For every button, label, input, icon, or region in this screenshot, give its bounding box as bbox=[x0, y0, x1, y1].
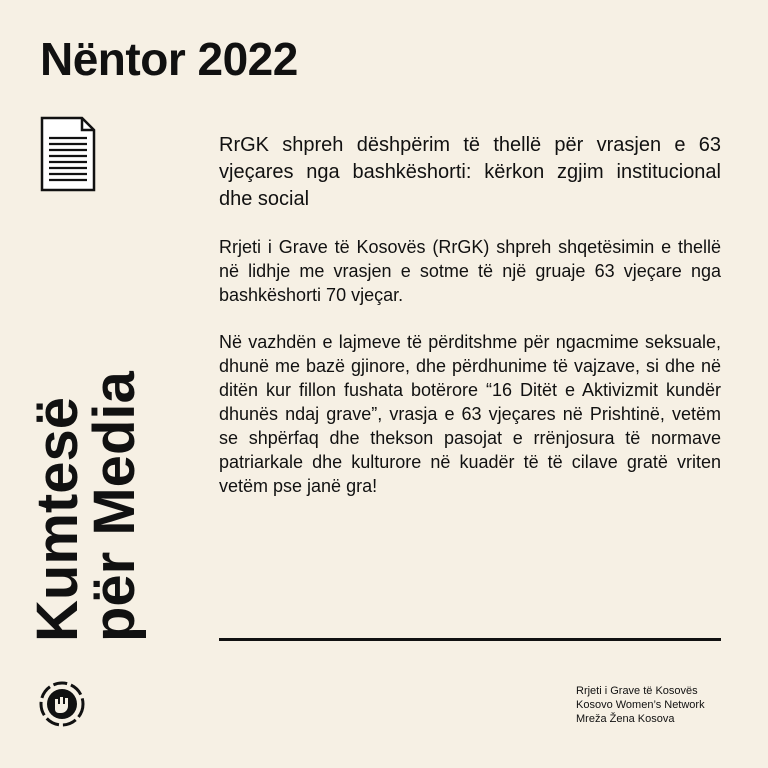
media-release-label bbox=[25, 371, 147, 642]
media-release-label-line2: për Media bbox=[81, 371, 147, 642]
organization-names bbox=[576, 684, 705, 726]
paragraph: Rrjeti i Grave të Kosovës (RrGK) shpreh shqetësimin e thellë në lidhje me vrasjen e sotme të një gruaje 63 vjeçare nga bashkëshorti 70 vjeçar. bbox=[219, 237, 721, 305]
document-icon bbox=[40, 116, 96, 192]
org-name-albanian: Rrjeti i Grave të Kosovës bbox=[576, 685, 698, 697]
org-name-serbian: Mreža Žena Kosova bbox=[576, 713, 675, 725]
page-title: Nëntor 2022 bbox=[40, 33, 298, 85]
headline: RrGK shpreh dëshpërim të thellë për vrasjen e 63 vjeçares nga bashkëshorti: kërkon zgjim institucional dhe social bbox=[219, 134, 721, 210]
press-release-body bbox=[219, 132, 721, 521]
divider bbox=[219, 638, 721, 641]
media-release-label-line1: Kumtesë bbox=[25, 397, 90, 642]
paragraph: Në vazhdën e lajmeve të përditshme për ngacmime seksuale, dhunë me bazë gjinore, dhe përdhunime të vajzave, si dhe në ditën kur fillon fushata botërore “16 Ditët e Aktivizmit kundër dhunës ndaj grave”, vrasja e 63 vjeçares në Prishtinë, vetëm se shpërfaq dhe thekson pasojat e rrënjosura të normave patriarkale dhe kulturore në kuadër të të cilave gratë vriten vetëm pse janë gra! bbox=[219, 332, 721, 496]
fist-logo-icon bbox=[38, 680, 86, 728]
org-name-english: Kosovo Women’s Network bbox=[576, 699, 705, 711]
